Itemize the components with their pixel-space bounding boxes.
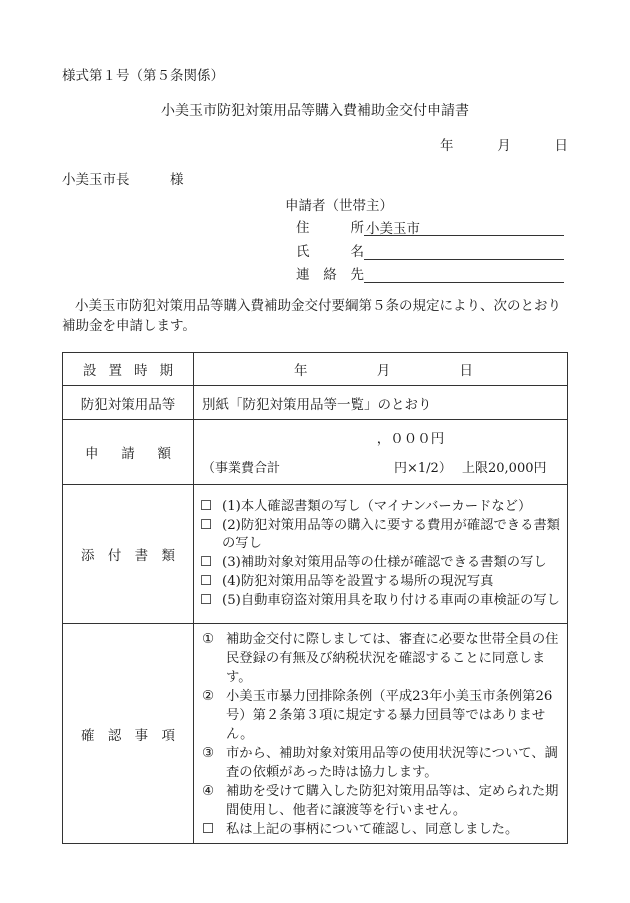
addressee: 小美玉市長 様 xyxy=(62,172,184,188)
checkbox[interactable]: ☐ xyxy=(200,592,212,608)
list-item: ③ 市から、補助対象対策用品等の使用状況等について、調査の依頼があった時は協力します。 xyxy=(202,746,558,780)
form-number: 様式第１号（第５条関係） xyxy=(62,68,224,84)
list-item: ② 小美玉市暴力団排除条例（平成23年小美玉市条例第26号）第２条第３項に規定する暴力団員等ではありません。 xyxy=(202,689,553,742)
date-year: 年 xyxy=(440,138,454,154)
applicant-heading: 申請者（世帯主） xyxy=(285,198,393,214)
contact-field[interactable] xyxy=(296,263,564,283)
checkbox[interactable]: ☐ xyxy=(202,822,214,837)
row-documents xyxy=(63,485,568,624)
name-line[interactable] xyxy=(364,241,564,260)
list-item[interactable]: ☐ (2)防犯対策用品等の購入に要する費用が確認できる書類の写し xyxy=(200,517,560,551)
list-item[interactable]: ☐ (4)防犯対策用品等を設置する場所の現況写真 xyxy=(200,573,494,589)
install-date-value[interactable]: 年 月 日 xyxy=(194,353,568,386)
confirmation-list-cell xyxy=(194,624,568,844)
contact-line[interactable] xyxy=(364,264,564,283)
confirmation-list xyxy=(194,624,567,843)
list-item[interactable]: ☐ (3)補助対象対策用品等の仕様が確認できる書類の写し xyxy=(200,554,547,570)
install-date-label: 設 置 時 期 xyxy=(63,353,194,386)
confirmation-label: 確 認 事 項 xyxy=(63,624,194,844)
amount-value-cell[interactable] xyxy=(194,420,568,485)
checkbox[interactable]: ☐ xyxy=(200,498,212,514)
goods-label: 防犯対策用品等 xyxy=(63,386,194,420)
address-label: 住 所 xyxy=(296,220,364,236)
name-label: 氏 名 xyxy=(296,244,364,260)
row-confirmation xyxy=(63,624,568,844)
contact-label: 連 絡 先 xyxy=(296,267,364,283)
row-install-date xyxy=(63,353,568,386)
row-goods xyxy=(63,386,568,420)
checkbox[interactable]: ☐ xyxy=(200,554,212,570)
documents-list xyxy=(194,494,567,615)
list-item[interactable]: ☐ (1)本人確認書類の写し（マイナンバーカードなど） xyxy=(200,498,532,514)
date-month: 月 xyxy=(497,138,511,154)
checkbox[interactable]: ☐ xyxy=(200,573,212,589)
list-item: ① 補助金交付に際しましては、審査に必要な世帯全員の住民登録の有無及び納税状況を確認することに同意します。 xyxy=(202,632,559,685)
amount-label: 申 請 額 xyxy=(63,420,194,485)
intro-text: 小美玉市防犯対策用品等購入費補助金交付要綱第５条の規定により、次のとおり補助金を申請します。 xyxy=(62,298,561,334)
amount-value: ，０００円 xyxy=(376,430,445,447)
date-day: 日 xyxy=(554,138,568,154)
page-title: 小美玉市防犯対策用品等購入費補助金交付申請書 xyxy=(161,103,469,119)
application-date xyxy=(440,134,568,154)
list-item: ④ 補助を受けて購入した防犯対策用品等は、定められた期間使用し、他者に譲渡等を行いません。 xyxy=(202,784,559,818)
documents-label: 添 付 書 類 xyxy=(63,485,194,624)
address-line[interactable] xyxy=(364,217,564,236)
agree-checkbox-item[interactable]: ☐ 私は上記の事柄について確認し、同意しました。 xyxy=(202,822,519,837)
address-field[interactable] xyxy=(296,216,564,236)
address-value: 小美玉市 xyxy=(366,221,420,237)
cost-line: （事業費合計 円×1/2） 上限20,000円 xyxy=(202,460,547,476)
checkbox[interactable]: ☐ xyxy=(200,517,212,533)
goods-value: 別紙「防犯対策用品等一覧」のとおり xyxy=(194,386,568,420)
name-field[interactable] xyxy=(296,240,564,260)
documents-list-cell xyxy=(194,485,568,624)
list-item[interactable]: ☐ (5)自動車窃盗対策用具を取り付ける車両の車検証の写し xyxy=(200,592,560,608)
row-amount xyxy=(63,420,568,485)
application-table xyxy=(62,352,568,844)
